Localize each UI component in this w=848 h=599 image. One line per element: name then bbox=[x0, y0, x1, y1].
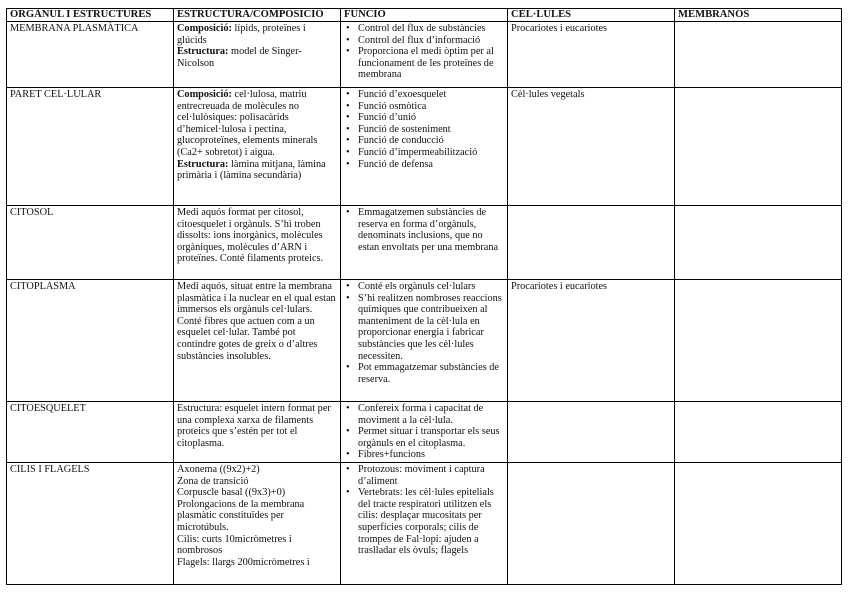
structure-text: Medi aquós format per citosol, citoesquelet i orgànuls. S’hi troben dissolts: ions inorgànics, molècules orgàniques, molècules d’ARN i proteïnes. Conté filaments proteics. bbox=[177, 207, 324, 265]
table-row bbox=[7, 206, 842, 280]
structure-line: Prolongacions de la membrana plasmàtic constituïdes per microtúbuls. bbox=[177, 498, 305, 533]
organelle-name: PARET CEL·LULAR bbox=[7, 88, 174, 206]
structure-line: Cilis: curts 10micròmetres i nombrosos bbox=[177, 533, 292, 557]
structure-cell bbox=[174, 88, 341, 206]
cell-types: Cèl·lules vegetals bbox=[508, 88, 675, 206]
cell-types: Procariotes i eucariotes bbox=[508, 280, 675, 402]
structure-text: Medi aquós, situat entre la membrana plasmàtica i la nuclear en el qual estan immersos els orgànuls cel·lulars. Conté fibres que actuen com a un esquelet cel·lular. També pot contindre gotes de greix o d’altres substàncies insolubles. bbox=[177, 281, 336, 362]
structure-label: Composició: bbox=[177, 89, 232, 100]
function-item: • Control del flux de substàncies bbox=[358, 23, 504, 35]
structure-paragraph bbox=[177, 207, 337, 265]
function-item: • Vertebrats: les cèl·lules epitelials del tracte respiratori utilitzen els cilis: desplaçar mucositats per superfícies corporals; cilis de trompes de Fal·lopi: ajuden a traslladar els òvuls; flagels bbox=[358, 487, 504, 557]
table-row bbox=[7, 462, 842, 584]
function-list bbox=[344, 281, 504, 385]
function-item: • Funció d’impermeabilització bbox=[358, 147, 504, 159]
function-cell bbox=[341, 280, 508, 402]
function-list bbox=[344, 23, 504, 81]
membranous-cell bbox=[675, 402, 842, 463]
structure-paragraph bbox=[177, 23, 337, 46]
organelle-name: CITOSOL bbox=[7, 206, 174, 280]
structure-label: Estructura: bbox=[177, 46, 229, 58]
function-item: • Funció d’exoesquelet bbox=[358, 89, 504, 101]
organelle-name: CITOPLASMA bbox=[7, 280, 174, 402]
header-organ: ORGÀNUL I ESTRUCTURES bbox=[7, 9, 174, 22]
function-item: • Permet situar i transportar els seus orgànuls en el citoplasma. bbox=[358, 426, 504, 449]
membranous-cell bbox=[675, 280, 842, 402]
function-item: • Funció d’unió bbox=[358, 112, 504, 124]
structure-paragraph bbox=[177, 281, 337, 362]
structure-paragraph bbox=[177, 89, 337, 159]
structure-cell bbox=[174, 462, 341, 584]
structure-cell bbox=[174, 22, 341, 88]
table-row bbox=[7, 88, 842, 206]
structure-label: Estructura: bbox=[177, 158, 229, 170]
function-list bbox=[344, 89, 504, 170]
organelle-name: MEMBRANA PLASMÀTICA bbox=[7, 22, 174, 88]
structure-line: Flagels: llargs 200micròmetres i bbox=[177, 556, 310, 568]
structure-line: Zona de transició bbox=[177, 475, 249, 487]
structure-text: Estructura: esquelet intern format per una complexa xarxa de filaments proteics que s’estén per tot el citoplasma. bbox=[177, 403, 331, 449]
function-item: • Emmagatzemen substàncies de reserva en forma d’orgànuls, denominats inclusions, que no estan envoltats per una membrana bbox=[358, 207, 504, 253]
structure-text: làmina mitjana, làmina primària i (làmina secundària) bbox=[177, 158, 326, 182]
function-item: • Confereix forma i capacitat de moviment a la cèl·lula. bbox=[358, 403, 504, 426]
structure-text: cel·lulosa, matriu entrecreuada de molècules no cel·lulòsiques: polisacàrids d’hemicel·lulosa i pectina, glucoproteïnes, elements minerals (Ca2+ sobretot) i aigua. bbox=[177, 89, 318, 158]
membranous-cell bbox=[675, 22, 842, 88]
structure-label: Composició: bbox=[177, 23, 232, 34]
structure-cell bbox=[174, 280, 341, 402]
membranous-cell bbox=[675, 206, 842, 280]
function-item: • S’hi realitzen nombroses reaccions químiques que contribueixen al manteniment de la cèl·lula en proporcionar energia i fabricar substàncies que les cèl·lules necessiten. bbox=[358, 293, 504, 363]
structure-paragraph bbox=[177, 159, 337, 182]
structure-paragraph bbox=[177, 403, 337, 449]
table-row bbox=[7, 22, 842, 88]
function-item: • Fibres+funcions bbox=[358, 449, 504, 461]
function-item: • Conté els orgànuls cel·lulars bbox=[358, 281, 504, 293]
function-list bbox=[344, 464, 504, 557]
function-cell bbox=[341, 206, 508, 280]
function-list bbox=[344, 207, 504, 253]
function-cell bbox=[341, 462, 508, 584]
membranous-cell bbox=[675, 88, 842, 206]
cell-types bbox=[508, 402, 675, 463]
cell-types bbox=[508, 462, 675, 584]
function-item: • Control del flux d’informació bbox=[358, 35, 504, 47]
membranous-cell bbox=[675, 462, 842, 584]
structure-paragraph bbox=[177, 46, 337, 69]
organelle-name: CILIS I FLAGELS bbox=[7, 462, 174, 584]
function-list bbox=[344, 403, 504, 461]
header-row bbox=[7, 9, 842, 22]
function-item: • Pot emmagatzemar substàncies de reserva. bbox=[358, 362, 504, 385]
structure-text: lípids, proteïnes i glúcids bbox=[177, 23, 306, 46]
cell-types bbox=[508, 206, 675, 280]
cell-types: Procariotes i eucariotes bbox=[508, 22, 675, 88]
header-structure: ESTRUCTURA/COMPOSICIÓ bbox=[174, 9, 341, 22]
header-function: FUNCIÓ bbox=[341, 9, 508, 22]
structure-text: model de Singer-Nicolson bbox=[177, 46, 302, 69]
organelle-name: CITOESQUELET bbox=[7, 402, 174, 463]
header-cells: CÈL·LULES bbox=[508, 9, 675, 22]
header-membranous: MEMBRANÓS bbox=[675, 9, 842, 22]
structure-line: Axonema ((9x2)+2) bbox=[177, 463, 260, 475]
function-item: • Protozous: moviment i captura d’aliment bbox=[358, 464, 504, 487]
function-cell bbox=[341, 402, 508, 463]
function-cell bbox=[341, 88, 508, 206]
function-item: • Funció de defensa bbox=[358, 159, 504, 171]
organelles-table bbox=[6, 8, 842, 585]
function-item: • Funció de conducció bbox=[358, 135, 504, 147]
function-cell bbox=[341, 22, 508, 88]
structure-cell bbox=[174, 206, 341, 280]
structure-line: Corpuscle basal ((9x3)+0) bbox=[177, 487, 286, 499]
table-row bbox=[7, 402, 842, 463]
function-item: • Funció osmòtica bbox=[358, 101, 504, 113]
function-item: • Proporciona el medi òptim per al funcionament de les proteïnes de membrana bbox=[358, 46, 504, 81]
table-row bbox=[7, 280, 842, 402]
function-item: • Funció de sosteniment bbox=[358, 124, 504, 136]
structure-cell bbox=[174, 402, 341, 463]
